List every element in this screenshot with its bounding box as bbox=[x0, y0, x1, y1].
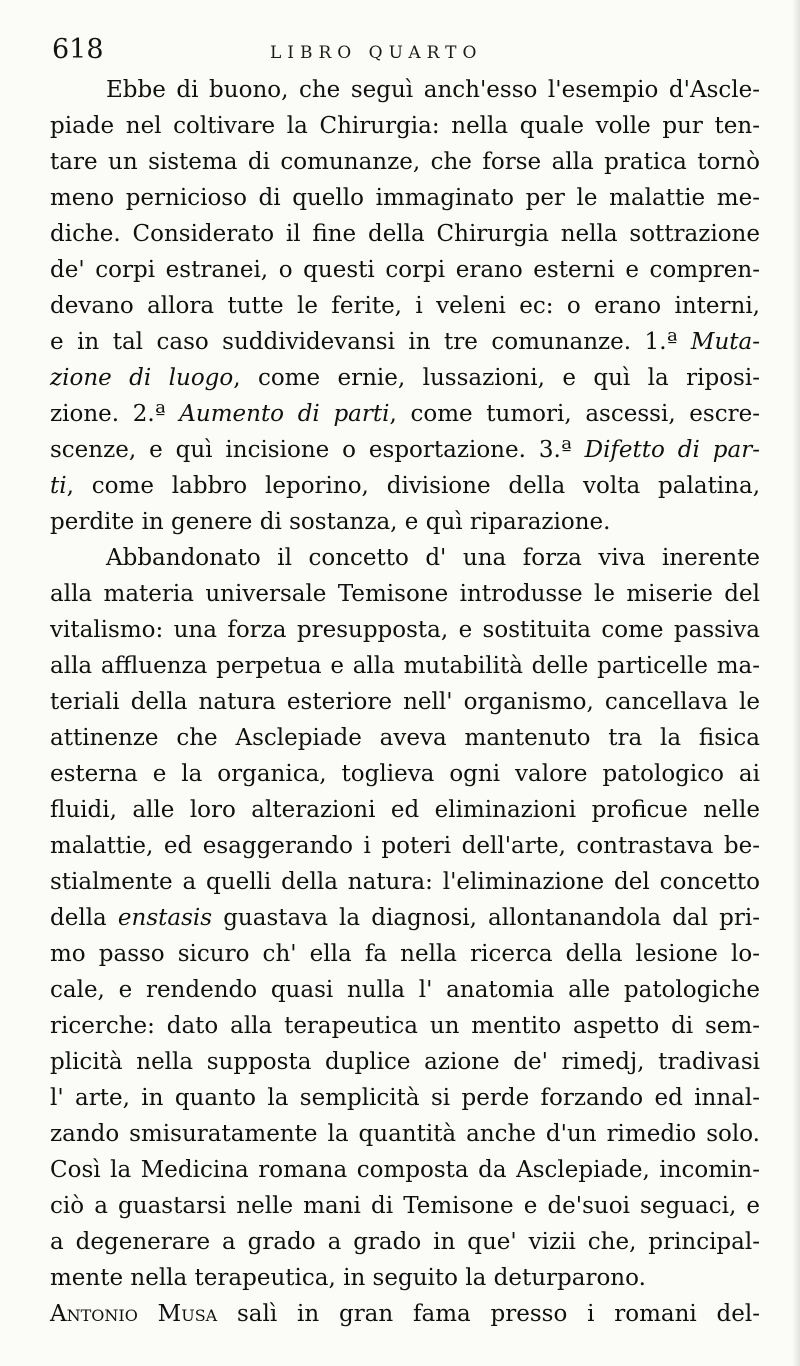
text-segment: scenze, e quì incisione o esportazione. 3.ª bbox=[50, 437, 585, 463]
text-line: cale, e rendendo quasi nulla l' anatomia alle patologiche bbox=[50, 977, 760, 1003]
small-caps-initial: A bbox=[50, 1301, 67, 1327]
text-line: plicità nella supposta duplice azione de' rimedj, tradivasi bbox=[50, 1049, 760, 1075]
text-line: malattie, ed esaggerando i poteri dell'arte, contrastava be- bbox=[50, 833, 760, 859]
text-line: zando smisuratamente la quantità anche d'un rimedio solo. bbox=[50, 1121, 760, 1147]
text-line: meno pernicioso di quello immaginato per le malattie me- bbox=[50, 185, 760, 211]
page-number: 618 bbox=[52, 34, 104, 65]
text-line: fluidi, alle loro alterazioni ed eliminazioni proficue nelle bbox=[50, 797, 760, 823]
text-line: diche. Considerato il fine della Chirurgia nella sottrazione bbox=[50, 221, 760, 247]
text-line: Ebbe di buono, che seguì anch'esso l'esempio d'Ascle- bbox=[106, 77, 760, 103]
text-segment: , come tumori, ascessi, escre- bbox=[389, 401, 760, 427]
text-line: Abbandonato il concetto d' una forza viva inerente bbox=[106, 545, 760, 571]
text-line bbox=[50, 468, 760, 504]
text-line: l' arte, in quanto la semplicità si perde forzando ed innal- bbox=[50, 1085, 760, 1111]
text-line: teriali della natura esteriore nell' organismo, cancellava le bbox=[50, 689, 760, 715]
text-line bbox=[50, 396, 760, 432]
text-line: Così la Medicina romana composta da Asclepiade, incomin- bbox=[50, 1157, 760, 1183]
italic-term: Aumento di parti bbox=[179, 401, 390, 427]
small-caps-rest: NTONIO bbox=[66, 1306, 138, 1325]
text-line: piade nel coltivare la Chirurgia: nella quale volle pur ten- bbox=[50, 113, 760, 139]
text-line: mo passo sicuro ch' ella fa nella ricerca della lesione lo- bbox=[50, 941, 760, 967]
text-line: de' corpi estranei, o questi corpi erano esterni e compren- bbox=[50, 257, 760, 283]
page-header bbox=[52, 34, 752, 74]
text-line: stialmente a quelli della natura: l'eliminazione del concetto bbox=[50, 869, 760, 895]
italic-term: zione di luogo bbox=[50, 365, 234, 391]
running-head: LIBRO QUARTO bbox=[270, 43, 483, 63]
page-edge-shadow bbox=[792, 0, 800, 1366]
italic-term: Muta- bbox=[690, 329, 760, 355]
text-segment: , come ernie, lussazioni, e quì la riposi- bbox=[233, 365, 760, 391]
body-text bbox=[50, 72, 760, 1332]
text-line: tare un sistema di comunanze, che forse alla pratica tornò bbox=[50, 149, 760, 175]
text-line: vitalismo: una forza presupposta, e sostituita come passiva bbox=[50, 617, 760, 643]
italic-term: enstasis bbox=[117, 905, 213, 931]
text-line bbox=[50, 360, 760, 396]
text-segment: della bbox=[50, 905, 118, 931]
text-line bbox=[50, 432, 760, 468]
text-line bbox=[50, 1296, 760, 1332]
italic-term: Difetto di par- bbox=[584, 437, 760, 463]
text-line: alla materia universale Temisone introdusse le miserie del bbox=[50, 581, 760, 607]
italic-term: ti bbox=[50, 473, 67, 499]
text-segment: zione. 2.ª bbox=[50, 401, 180, 427]
text-line: mente nella terapeutica, in seguito la deturparono. bbox=[50, 1265, 646, 1291]
text-line: ricerche: dato alla terapeutica un mentito aspetto di sem- bbox=[50, 1013, 760, 1039]
text-line: esterna e la organica, toglieva ogni valore patologico ai bbox=[50, 761, 760, 787]
text-segment: salì in gran fama presso i romani del- bbox=[217, 1301, 761, 1327]
text-line: perdite in genere di sostanza, e quì riparazione. bbox=[50, 509, 611, 535]
text-segment: guastava la diagnosi, allontanandola dal pri- bbox=[212, 905, 760, 931]
text-line: ciò a guastarsi nelle mani di Temisone e de'suoi seguaci, e bbox=[50, 1193, 760, 1219]
text-segment: , come labbro leporino, divisione della volta palatina, bbox=[66, 473, 760, 499]
text-line bbox=[50, 900, 760, 936]
small-caps-rest: USA bbox=[181, 1306, 218, 1325]
text-segment: e in tal caso suddividevansi in tre comunanze. 1.ª bbox=[50, 329, 691, 355]
text-line bbox=[50, 324, 760, 360]
text-line: alla affluenza perpetua e alla mutabilità delle particelle ma- bbox=[50, 653, 760, 679]
text-line: a degenerare a grado a grado in que' vizii che, principal- bbox=[50, 1229, 760, 1255]
text-line: attinenze che Asclepiade aveva mantenuto tra la fisica bbox=[50, 725, 760, 751]
small-caps-initial: M bbox=[157, 1301, 182, 1327]
text-line: devano allora tutte le ferite, i veleni ec: o erano interni, bbox=[50, 293, 760, 319]
